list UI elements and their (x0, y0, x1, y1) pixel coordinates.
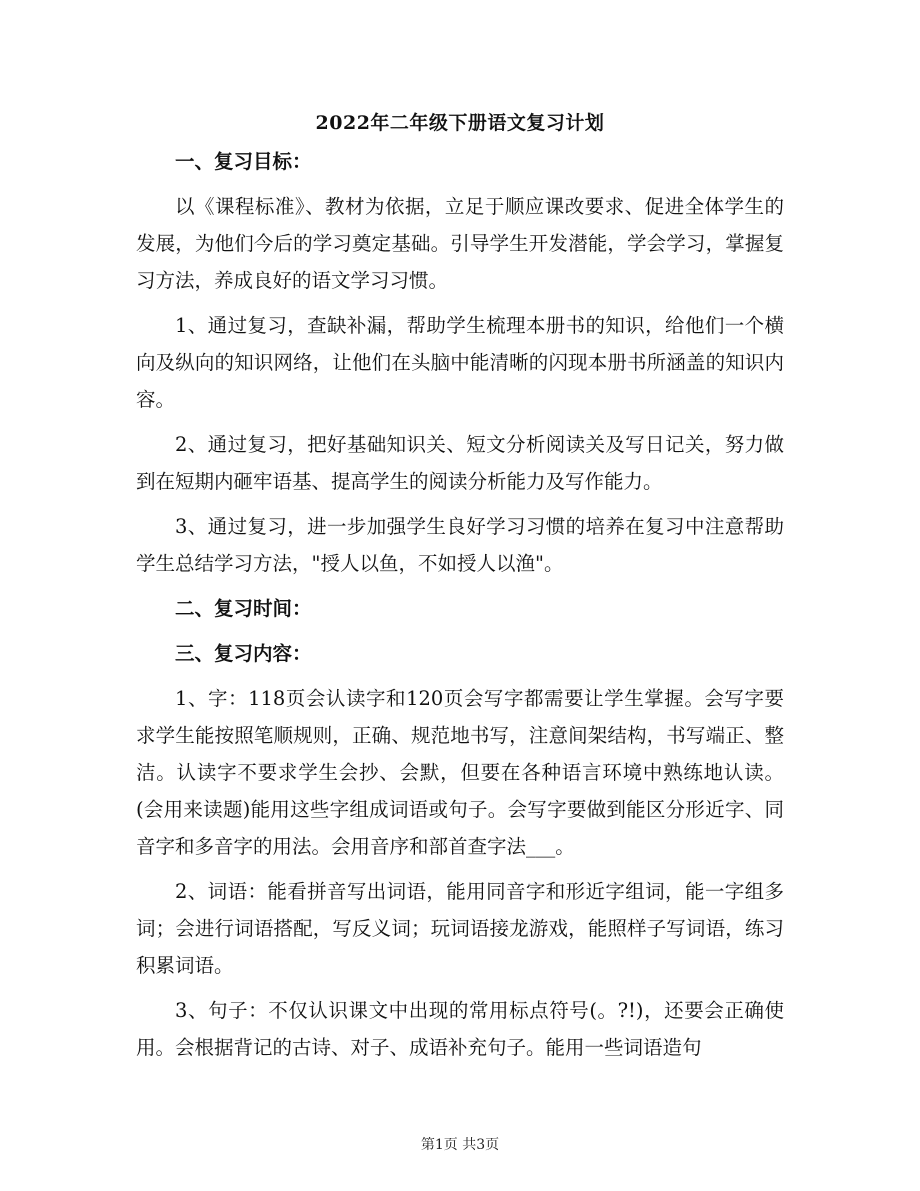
paragraph-goal-1: 1、通过复习，查缺补漏，帮助学生梳理本册书的知识，给他们一个横向及纵向的知识网络，让他们在头脑中能清晰的闪现本册书所涵盖的知识内容。 (136, 314, 784, 411)
paragraph-content-characters: 1、字：118页会认读字和120页会写字都需要让学生掌握。会写字要求学生能按照笔顺规则，正确、规范地书写，注意间架结构，书写端正、整洁。认读字不要求学生会抄、会默，但要在各种语言环境中熟练地认读。(会用来读题)能用这些字组成词语或句子。会写字要做到能区分形近字、同音字和多音字的用法。会用音序和部首查字法___。 (136, 687, 784, 858)
paragraph-goal-2: 2、通过复习，把好基础知识关、短文分析阅读关及写日记关，努力做到在短期内砸牢语基、提高学生的阅读分析能力及写作能力。 (136, 433, 784, 493)
paragraph-goal-3: 3、通过复习，进一步加强学生良好学习习惯的培养在复习中注意帮助学生总结学习方法，"授人以鱼，不如授人以渔"。 (136, 515, 784, 575)
document-title: 2022年二年级下册语文复习计划 (315, 112, 605, 134)
section-heading-content: 三、复习内容： (175, 642, 312, 665)
page-number-footer: 第1页 共3页 (420, 1137, 500, 1153)
paragraph-goals-intro: 以《课程标准》、教材为依据，立足于顺应课改要求、促进全体学生的发展，为他们今后的学习奠定基础。引导学生开发潜能，学会学习，掌握复习方法，养成良好的语文学习习惯。 (136, 195, 784, 292)
paragraph-content-words: 2、词语：能看拼音写出词语，能用同音字和形近字组词，能一字组多词；会进行词语搭配，写反义词；玩词语接龙游戏，能照样子写词语，练习积累词语。 (136, 880, 784, 977)
document-body (136, 143, 784, 1074)
paragraph-content-sentences: 3、句子：不仅认识课文中出现的常用标点符号(。?!)，还要会正确使用。会根据背记的古诗、对子、成语补充句子。能用一些词语造句 (136, 999, 784, 1059)
section-heading-time: 二、复习时间： (175, 597, 312, 620)
section-heading-goals: 一、复习目标： (175, 150, 312, 173)
